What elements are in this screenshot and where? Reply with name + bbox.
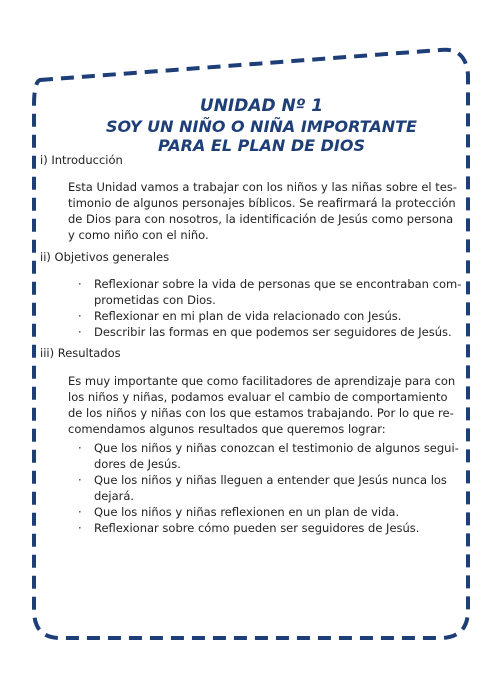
unit-title-line-2: PARA EL PLAN DE DIOS [157, 136, 365, 155]
intro-heading: i) Introducción [40, 153, 123, 167]
result-line: dejará. [94, 489, 135, 503]
bullet-dot-icon: · [78, 441, 82, 455]
objectives-heading: ii) Objetivos generales [40, 250, 170, 264]
results-line: comendamos algunos resultados que queremos lograr: [68, 422, 386, 436]
intro-paragraph [68, 179, 458, 243]
result-item [68, 472, 447, 504]
unit-title-line-1: SOY UN NIÑO O NIÑA IMPORTANTE [106, 117, 417, 136]
result-line: dores de Jesús. [94, 457, 181, 471]
results-line: los niños y niñas, podamos evaluar el cambio de comportamiento [68, 390, 448, 404]
intro-line: de Dios para con nosotros, la identificación de Jesús como persona [68, 212, 454, 226]
bullet-dot-icon: · [78, 309, 82, 323]
objective-line: Reflexionar sobre la vida de personas que se encontraban com- [94, 277, 462, 291]
bullet-dot-icon: · [78, 473, 82, 487]
objective-item [68, 308, 443, 324]
results-line: Es muy importante que como facilitadores de aprendizaje para con [68, 374, 456, 388]
result-line: Que los niños y niñas conozcan el testimonio de algunos segui- [94, 441, 459, 455]
objective-item [68, 276, 462, 308]
result-item [68, 520, 443, 536]
intro-line: timonio de algunos personajes bíblicos. Se reafirmará la protección [68, 196, 456, 210]
results-paragraph [68, 373, 456, 437]
result-item [68, 504, 443, 520]
bullet-dot-icon: · [78, 505, 82, 519]
results-heading: iii) Resultados [40, 346, 121, 360]
bullet-dot-icon: · [78, 521, 82, 535]
objective-line: Describir las formas en que podemos ser seguidores de Jesús. [94, 325, 452, 339]
objective-item [68, 324, 452, 340]
bullet-dot-icon: · [78, 325, 82, 339]
result-line: Que los niños y niñas reflexionen en un plan de vida. [94, 505, 400, 519]
result-line: Reflexionar sobre cómo pueden ser seguidores de Jesús. [94, 521, 420, 535]
results-list [68, 440, 459, 536]
bullet-dot-icon: · [78, 277, 82, 291]
unit-number-title: UNIDAD Nº 1 [199, 96, 324, 116]
objectives-list [68, 276, 462, 340]
results-line: de los niños y niñas con los que estamos trabajando. Por lo que re- [68, 406, 454, 420]
result-item [68, 440, 459, 472]
result-line: Que los niños y niñas lleguen a entender que Jesús nunca los [94, 473, 447, 487]
intro-line: y como niño con el niño. [68, 228, 209, 242]
objective-line: Reflexionar en mi plan de vida relacionado con Jesús. [94, 309, 402, 323]
objective-line: prometidas con Dios. [94, 293, 216, 307]
intro-line: Esta Unidad vamos a trabajar con los niños y las niñas sobre el tes- [68, 180, 458, 194]
